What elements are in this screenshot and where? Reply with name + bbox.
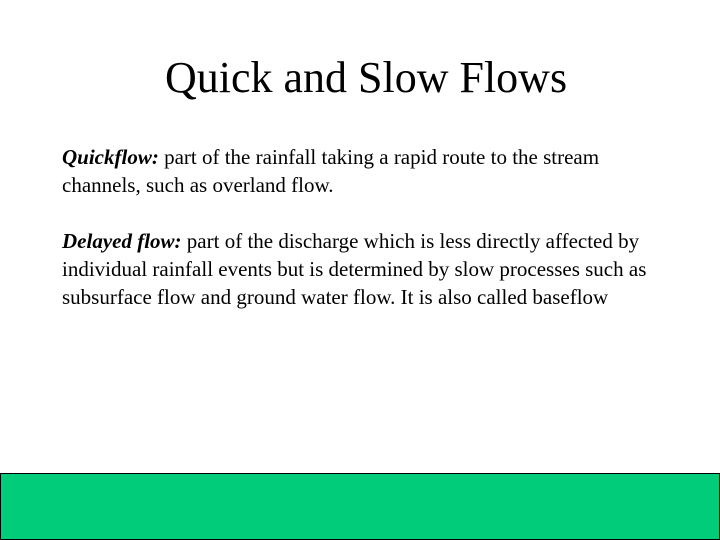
footer-band [0,473,720,540]
term-quickflow: Quickflow: [62,145,159,169]
definition-delayed-flow [62,227,662,311]
slide-title: Quick and Slow Flows [164,53,568,102]
definition-quickflow-text: part of the rainfall taking a rapid route to the stream channels, such as overland flow. [62,145,600,197]
slide-body [62,143,662,339]
term-delayed-flow: Delayed flow: [62,229,182,253]
definition-quickflow [62,143,662,199]
definition-delayed-flow-text: part of the discharge which is less directly affected by individual rainfall events but is determined by slow processes such as subsurface flow and ground water flow. It is also called baseflow [62,229,647,309]
